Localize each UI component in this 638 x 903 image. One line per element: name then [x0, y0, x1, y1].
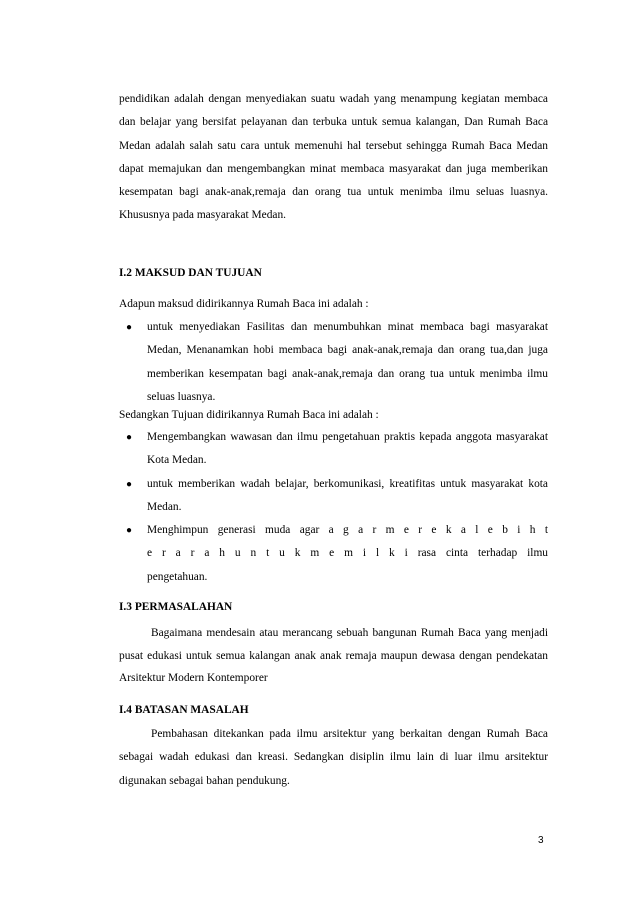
tujuan-intro: Sedangkan Tujuan didirikannya Rumah Baca ini adalah : — [119, 409, 379, 421]
permasalahan-paragraph: Bagaimana mendesain atau merancang sebuah bangunan Rumah Baca yang menjadi pusat edukasi untuk semua kalangan anak anak remaja maupun dewasa dengan pendekatan Arsitektur Modern Kontemporer — [119, 627, 548, 684]
maksud-item-text: untuk menyediakan Fasilitas dan menumbuhkan minat membaca bagi masyarakat Medan, Menanamkan hobi membaca bagi anak-anak,remaja dan orang tua,dan juga memberikan kesempatan bagi anak-anak,remaja dan orang tua untuk menimba ilmu seluas luasnya. — [147, 321, 548, 403]
list-item — [119, 473, 548, 520]
bullet-icon: ● — [126, 478, 133, 490]
tujuan-item-text: Menghimpun generasi muda agar a g a r m e r e k a l e b i h t e r a r a h u n t u k m e m i l k i rasa cinta terhadap ilmu pengetahuan. — [147, 524, 548, 583]
intro-paragraph: pendidikan adalah dengan menyediakan suatu wadah yang menampung kegiatan membaca dan belajar yang bersifat pelayanan dan terbuka untuk semua kalangan, Dan Rumah Baca Medan adalah salah satu cara untuk memenuhi hal tersebut sehingga Rumah Baca Medan dapat memajukan dan mengembangkan minat membaca masyarakat dan juga memberikan kesempatan bagi anak-anak,remaja dan orang tua untuk menimba ilmu seluas luasnya. Khususnya pada masyarakat Medan. — [119, 93, 548, 222]
batasan-masalah-paragraph: Pembahasan ditekankan pada ilmu arsitektur yang berkaitan dengan Rumah Baca sebagai wadah edukasi dan kreasi. Sedangkan disiplin ilmu lain di luar ilmu arsitektur digunakan sebagai bahan pendukung. — [119, 728, 548, 787]
maksud-intro: Adapun maksud didirikannya Rumah Baca ini adalah : — [119, 298, 369, 310]
list-item — [119, 316, 548, 409]
bullet-icon: ● — [126, 525, 133, 537]
bullet-icon: ● — [126, 432, 133, 443]
section-heading-batasan-masalah: I.4 BATASAN MASALAH — [119, 704, 249, 716]
section-heading-maksud-tujuan: I.2 MAKSUD DAN TUJUAN — [119, 267, 262, 279]
tujuan-item-text: Mengembangkan wawasan dan ilmu pengetahuan praktis kepada anggota masyarakat Kota Medan. — [147, 431, 548, 467]
section-heading-permasalahan: I.3 PERMASALAHAN — [119, 601, 233, 613]
bullet-icon: ● — [126, 322, 133, 333]
page-number: 3 — [538, 835, 544, 846]
tujuan-item-text: untuk memberikan wadah belajar, berkomunikasi, kreatifitas untuk masyarakat kota Medan. — [147, 477, 548, 513]
list-item — [119, 519, 548, 589]
maksud-list — [119, 316, 548, 409]
tujuan-list — [119, 426, 548, 589]
list-item — [119, 426, 548, 473]
